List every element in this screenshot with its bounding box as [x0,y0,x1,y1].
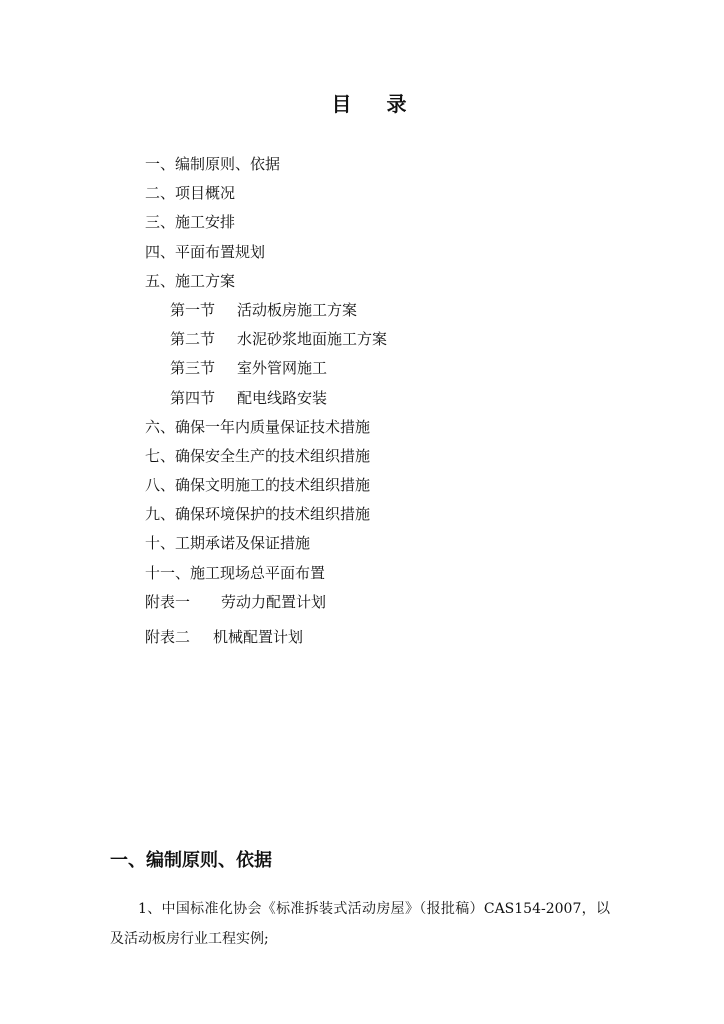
toc-subentry-label: 配电线路安装 [237,388,328,407]
table-of-contents [145,152,665,654]
section-heading: 一、编制原则、依据 [110,850,272,871]
toc-entry-label: 七、确保安全生产的技术组织措施 [145,446,371,465]
toc-subentry [145,356,665,385]
toc-entry [145,181,665,210]
toc-entry [145,415,665,444]
toc-entry-label: 一、编制原则、依据 [145,155,281,173]
toc-entry [145,269,665,298]
toc-appendix-number: 附表一 [145,592,191,611]
toc-entry [145,210,665,239]
toc-appendix-label: 劳动力配置计划 [221,592,327,611]
toc-subentry [145,386,665,415]
toc-entry [145,473,665,502]
toc-subentry [145,298,665,327]
body-paragraph: 1、中国标准化协会《标准拆装式活动房屋》（报批稿）CAS154-2007，以及活动板房行业工程实例; [110,901,610,947]
toc-title: 目 录 [331,92,421,116]
toc-appendix-label: 机械配置计划 [213,628,304,646]
toc-entry [145,444,665,473]
toc-appendix-entry [145,625,665,654]
toc-entry-label: 四、平面布置规划 [145,242,266,261]
toc-subentry [145,327,665,356]
toc-appendix-number: 附表二 [145,628,191,646]
toc-entry [145,152,665,181]
toc-subentry-number: 第一节 [170,300,216,319]
toc-subentry-number: 第三节 [170,359,216,378]
toc-entry [145,531,665,560]
toc-subentry-label: 室外管网施工 [237,359,328,378]
toc-entry-label: 八、确保文明施工的技术组织措施 [145,476,371,495]
toc-entry-label: 十一、施工现场总平面布置 [145,563,326,582]
toc-entry-label: 三、施工安排 [145,213,236,232]
toc-entry-label: 九、确保环境保护的技术组织措施 [145,505,371,524]
toc-subentry-label: 水泥砂浆地面施工方案 [237,330,388,349]
toc-appendix-entry [145,590,665,619]
toc-entry [145,561,665,590]
toc-entry [145,240,665,269]
toc-entry [145,502,665,531]
toc-entry-label: 十、工期承诺及保证措施 [145,534,311,553]
toc-entry-label: 六、确保一年内质量保证技术措施 [145,417,371,436]
toc-subentry-number: 第二节 [170,330,216,349]
toc-entry-label: 五、施工方案 [145,271,236,290]
toc-entry-label: 二、项目概况 [145,184,236,203]
toc-subentry-number: 第四节 [170,388,216,407]
toc-subentry-label: 活动板房施工方案 [237,300,358,319]
